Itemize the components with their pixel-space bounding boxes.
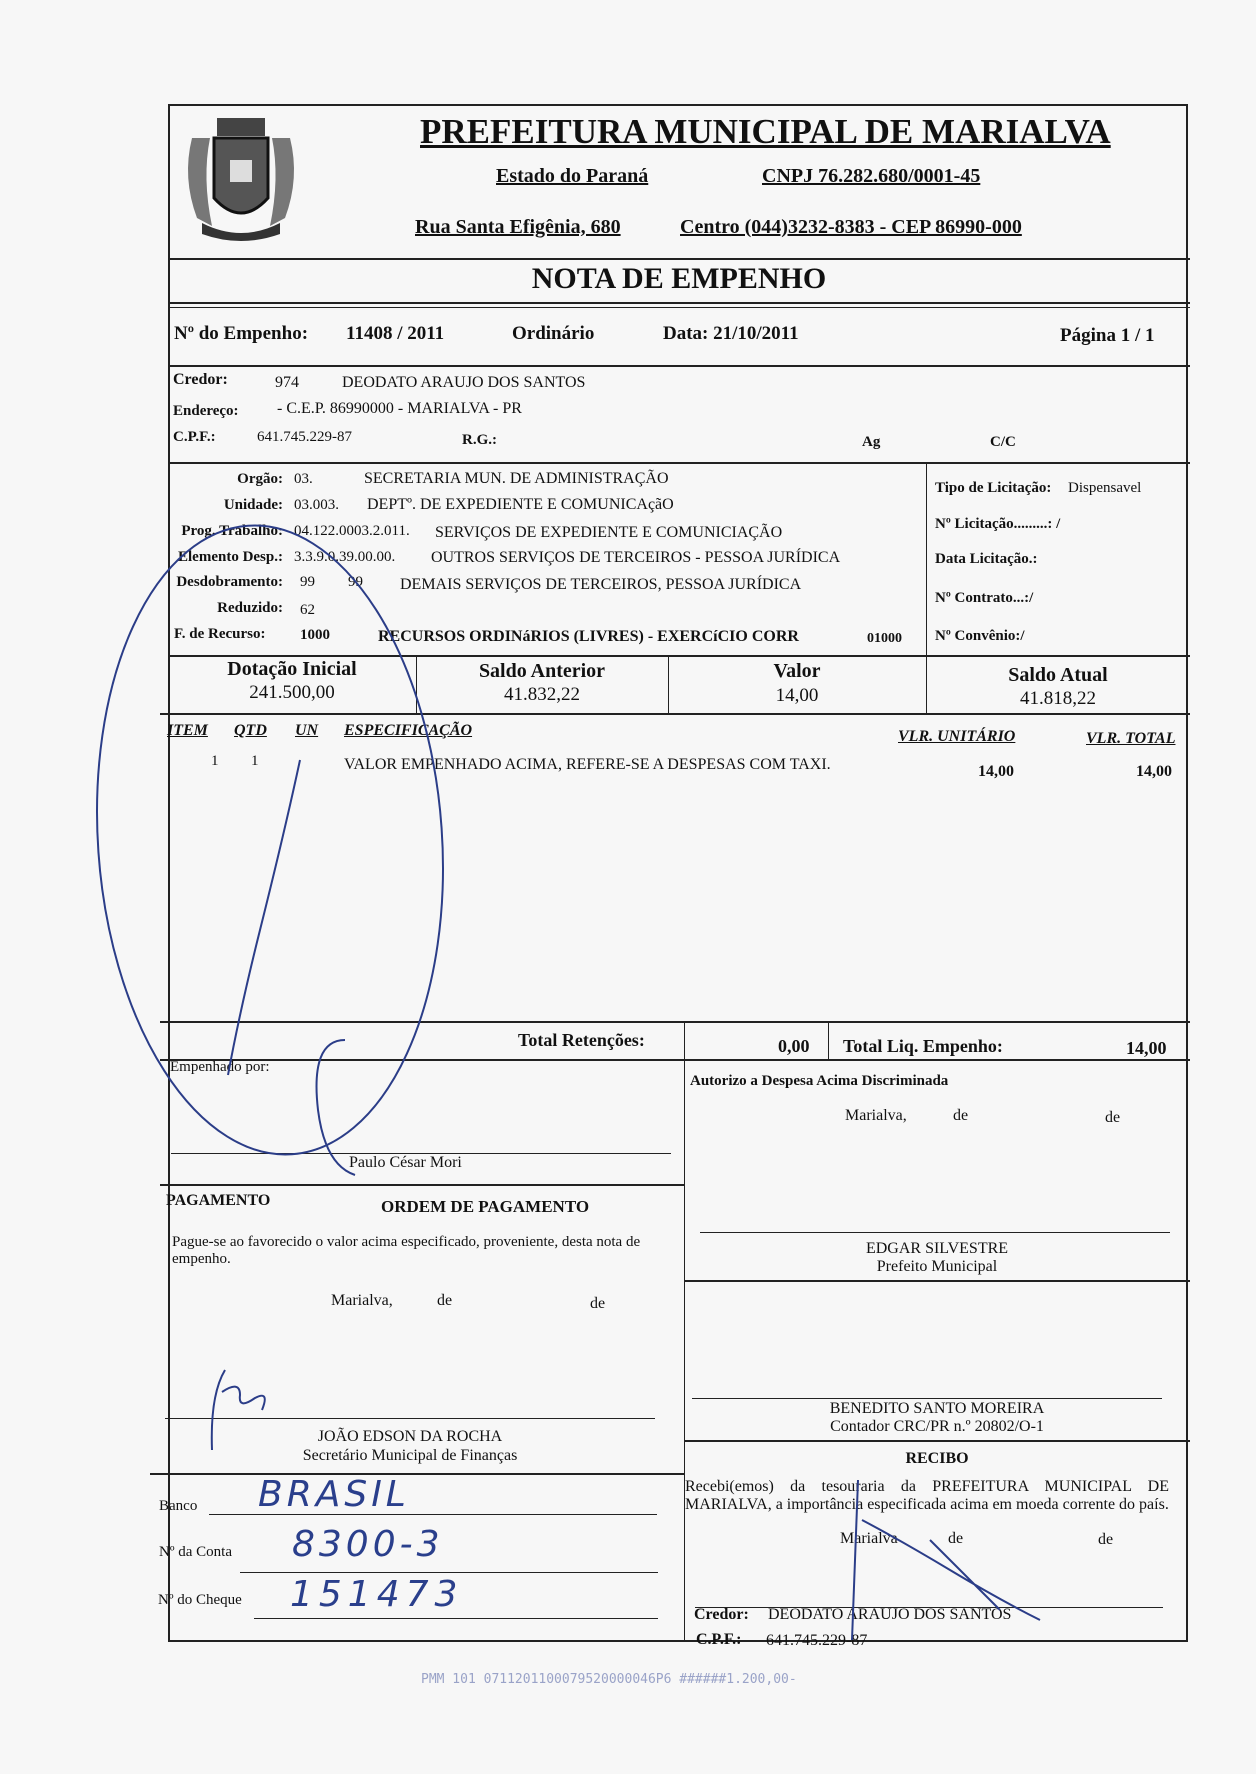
dotacao-value: 241.500,00 [249,682,335,703]
col-total: VLR. TOTAL [1086,730,1176,747]
ag-label: Ag [862,434,881,450]
unidade-desc: DEPTº. DE EXPEDIENTE E COMUNICAçãO [367,496,674,513]
divider [160,713,1190,715]
recurso-code2: 01000 [867,631,902,646]
row-qtd: 1 [251,753,259,769]
num-licitacao: Nº Licitação.........: / [935,516,1061,532]
divider [926,463,927,655]
desdobramento-label: Desdobramento: [176,574,283,590]
ordem-pagamento-label: ORDEM DE PAGAMENTO [381,1197,590,1216]
empenho-type: Ordinário [512,323,595,344]
credor-code: 974 [275,374,299,391]
contador-name: BENEDITO SANTO MOREIRA [829,1400,1045,1417]
recibo-text: Recebi(emos) da tesouraria da PREFEITURA MUNICIPAL DE MARIALVA, a importância especificada acima em moeda corrente do país. [685,1478,1169,1513]
unidade-code: 03.003. [294,497,339,513]
prog-label: Prog. Trabalho: [181,523,283,539]
divider [828,1021,829,1059]
orgao-code: 03. [294,471,313,487]
recurso-label: F. de Recurso: [174,626,266,642]
elemento-desc: OUTROS SERVIÇOS DE TERCEIROS - PESSOA JURÍDICA [431,549,841,566]
endereco-value: - C.E.P. 86990000 - MARIALVA - PR [277,400,522,417]
divider [168,258,1190,260]
saldo-atual-value: 41.818,22 [1020,688,1096,709]
pagamento-label: PAGAMENTO [166,1192,271,1209]
cc-label: C/C [990,434,1016,450]
banco-label: Banco [159,1498,198,1514]
desdobramento-code2: 99 [348,574,363,590]
pagamento-de2: de [590,1295,606,1312]
autorizo-de2: de [1105,1109,1121,1126]
header-state: Estado do Paraná [496,165,649,187]
empenhado-name: Paulo César Mori [349,1154,462,1171]
empenho-number: 11408 / 2011 [346,323,445,344]
total-retencoes-value: 0,00 [778,1036,810,1056]
prefeito-role: Prefeito Municipal [876,1258,998,1275]
cheque-value: 151473 [290,1574,464,1615]
col-unit: VLR. UNITÁRIO [898,728,1016,745]
empenho-label: Nº do Empenho: [174,323,309,344]
prefeito-name: EDGAR SILVESTRE [865,1240,1009,1257]
saldo-atual-label: Saldo Atual [1008,664,1108,686]
recibo-title: RECIBO [905,1450,969,1467]
divider [160,1021,1190,1023]
pagamento-text: Pague-se ao favorecido o valor acima especificado, proveniente, desta nota de empenho. [172,1234,641,1267]
row-total: 14,00 [1136,763,1172,780]
row-spec: VALOR EMPENHADO ACIMA, REFERE-SE A DESPESAS COM TAXI. [344,756,831,773]
footer-code: PMM 101 0711201100079520000046P6 ######1.200,00- [421,1672,797,1687]
field-line [240,1572,658,1573]
cpf-label: C.P.F.: [173,429,216,445]
credor-label: Credor: [173,371,228,388]
recurso-desc: RECURSOS ORDINáRIOS (LIVRES) - EXERCíCIO CORR [378,628,799,645]
conta-value: 8300-3 [292,1524,444,1565]
empenho-page: Página 1 / 1 [1060,325,1155,346]
divider [160,1059,1190,1061]
coat-of-arms [172,108,310,248]
header-contact: Centro (044)3232-8383 - CEP 86990-000 [680,216,1022,238]
num-contrato: Nº Contrato...:/ [935,590,1034,606]
elemento-code: 3.3.9.0.39.00.00. [294,549,396,565]
recibo-credor-value: DEODATO ARAUJO DOS SANTOS [768,1606,1012,1623]
data-licitacao: Data Licitação.: [935,551,1038,567]
recibo-de1: de [948,1530,964,1547]
divider [168,307,1190,308]
pagamento-place: Marialva, [331,1292,393,1309]
divider [168,302,1190,304]
empenhado-label: Empenhado por: [170,1059,270,1075]
orgao-label: Orgão: [237,471,283,487]
reduzido-code: 62 [300,602,315,618]
secretario-name: JOÃO EDSON DA ROCHA [317,1428,503,1445]
endereco-label: Endereço: [173,403,239,419]
header-cnpj: CNPJ 76.282.680/0001-45 [762,165,981,187]
autorizo-de1: de [953,1107,969,1124]
recibo-credor-label: Credor: [694,1606,749,1623]
header-title: PREFEITURA MUNICIPAL DE MARIALVA [420,112,1111,151]
signature-line [700,1232,1170,1233]
num-convenio: Nº Convênio:/ [935,628,1025,644]
col-un: UN [295,722,319,739]
saldo-anterior-label: Saldo Anterior [478,660,606,682]
cpf-value: 641.745.229-87 [257,429,352,445]
total-liquido-value: 14,00 [1126,1038,1167,1058]
divider [168,365,1190,367]
col-qtd: QTD [234,722,267,739]
recibo-place: Marialva [840,1530,898,1547]
signature-line [165,1418,655,1419]
rg-label: R.G.: [462,432,497,448]
reduzido-label: Reduzido: [217,600,283,616]
saldo-anterior-value: 41.832,22 [504,684,580,705]
row-unit: 14,00 [978,763,1014,780]
doc-title: NOTA DE EMPENHO [531,262,827,295]
field-line [254,1618,658,1619]
conta-label: Nº da Conta [159,1544,232,1560]
recurso-code: 1000 [300,627,330,643]
tipo-licitacao-label: Tipo de Licitação: [935,480,1052,496]
divider [684,1440,1190,1442]
elemento-label: Elemento Desp.: [178,549,283,565]
divider [168,655,1190,657]
total-liquido-label: Total Liq. Empenho: [843,1036,1003,1056]
prog-desc: SERVIÇOS DE EXPEDIENTE E COMUNICIAÇÃO [435,524,783,541]
credor-name: DEODATO ARAUJO DOS SANTOS [342,374,586,391]
col-item: ITEM [167,722,208,739]
divider [150,1473,684,1475]
recibo-cpf-value: 641.745.229-87 [766,1632,868,1649]
recibo-de2: de [1098,1531,1114,1548]
tipo-licitacao-value: Dispensavel [1068,480,1142,496]
prog-code: 04.122.0003.2.011. [294,523,410,539]
cheque-label: Nº do Cheque [158,1592,242,1608]
empenho-date: Data: 21/10/2011 [663,323,799,344]
banco-value: BRASIL [258,1474,410,1515]
divider [684,1021,685,1059]
desdobramento-desc: DEMAIS SERVIÇOS DE TERCEIROS, PESSOA JURÍDICA [400,576,802,593]
secretario-role: Secretário Municipal de Finanças [302,1447,518,1464]
divider [684,1280,1190,1282]
pagamento-de1: de [437,1292,453,1309]
orgao-desc: SECRETARIA MUN. DE ADMINISTRAÇÃO [364,470,669,487]
row-item: 1 [211,753,219,769]
valor-label: Valor [773,660,821,682]
divider [160,1184,684,1186]
divider [684,1059,685,1642]
dotacao-label: Dotação Inicial [227,658,357,680]
recibo-cpf-label: C.P.F.: [696,1631,742,1648]
col-spec: ESPECIFICAÇÃO [344,722,473,739]
valor-value: 14,00 [775,685,819,706]
desdobramento-code1: 99 [300,574,315,590]
unidade-label: Unidade: [223,497,283,513]
total-retencoes-label: Total Retenções: [518,1030,645,1050]
header-address: Rua Santa Efigênia, 680 [415,216,621,238]
autorizo-label: Autorizo a Despesa Acima Discriminada [690,1073,949,1089]
divider [168,462,1190,464]
contador-role: Contador CRC/PR n.º 20802/O-1 [830,1418,1044,1435]
autorizo-place: Marialva, [845,1107,907,1124]
signature-line [692,1398,1162,1399]
